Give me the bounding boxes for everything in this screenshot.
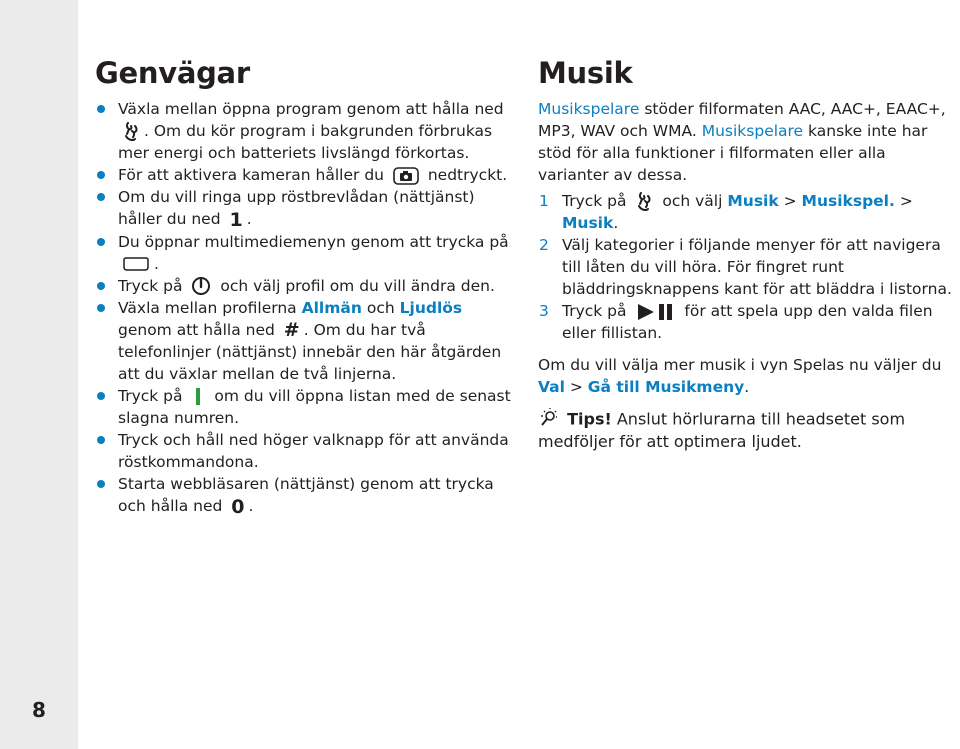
shortcuts-list: [95, 98, 520, 518]
music-section: [538, 56, 958, 451]
key-1-icon: 1: [229, 208, 243, 231]
step-text: för att spela upp den valda filen eller fillistan.: [562, 302, 933, 342]
app-name: Musikspelare: [538, 100, 640, 118]
item-text: Växla mellan profilerna: [118, 298, 297, 317]
menu-option-ga-till-musikmeny: Gå till Musikmeny: [587, 378, 745, 396]
shortcuts-heading: Genvägar: [95, 56, 250, 90]
menu-option-ljudlos: Ljudlös: [399, 298, 463, 317]
list-item: [95, 186, 520, 231]
menu-path-musikspel: Musikspel.: [801, 192, 895, 210]
para-text: .: [744, 378, 750, 396]
app-name: Musikspelare: [701, 122, 804, 140]
item-text: För att aktivera kameran håller du: [118, 166, 384, 184]
more-music-paragraph: [538, 354, 958, 398]
list-item: [95, 275, 520, 297]
menu-path-musik: Musik: [562, 214, 614, 232]
item-text-cont: . Om du har två telefonlinjer (nättjänst) innebär den här åtgärden att du växlar mellan de två linjerna.: [118, 320, 502, 383]
item-text: Växla mellan öppna program genom att hålla ned: [118, 100, 504, 118]
intro-text: kanske inte har stöd för alla funktioner i filformaten eller alla varianter av dessa.: [538, 122, 928, 184]
item-text: Tryck och håll ned höger valknapp för att använda röstkommandona.: [118, 431, 509, 471]
item-text-cont: .: [246, 210, 252, 228]
menu-key-icon: [122, 122, 140, 142]
item-text: Om du vill ringa upp röstbrevlådan (nättjänst) håller du ned: [118, 188, 475, 228]
menu-separator: >: [783, 192, 797, 210]
play-pause-icon: [635, 302, 675, 322]
step-text: Tryck på: [562, 302, 627, 320]
shortcuts-section: [95, 56, 520, 518]
menu-separator: >: [899, 192, 913, 210]
list-item: [95, 385, 520, 429]
step-number: 2: [539, 236, 549, 254]
item-text-cont: nedtryckt.: [427, 166, 508, 184]
lightbulb-icon: [538, 408, 558, 432]
music-intro: [538, 98, 958, 186]
step-text: .: [613, 214, 619, 232]
item-text: Tryck på: [118, 276, 183, 295]
list-item: [95, 98, 520, 164]
menu-option-allman: Allmän: [301, 298, 362, 317]
item-text: och: [366, 298, 395, 317]
step-number: 1: [539, 192, 549, 210]
multimedia-key-icon: [122, 256, 150, 272]
call-key-icon: [191, 387, 205, 407]
item-text: Tryck på: [118, 387, 183, 405]
item-text: Du öppnar multimediemenyn genom att trycka på: [118, 232, 509, 251]
tip-label: Tips!: [567, 409, 612, 429]
item-text-cont: och välj profil om du vill ändra den.: [220, 276, 495, 295]
list-item: [95, 297, 520, 386]
menu-option-val: Val: [538, 378, 565, 396]
step-number: 3: [539, 302, 549, 320]
item-text-cont: .: [154, 254, 159, 273]
camera-key-icon: [393, 167, 419, 185]
list-item: [95, 429, 520, 473]
list-item: [95, 473, 520, 518]
key-0-icon: 0: [231, 495, 245, 518]
power-key-icon: [191, 276, 211, 296]
list-item: [95, 164, 520, 186]
step-text: och välj: [662, 192, 723, 210]
step-item: [538, 190, 958, 234]
step-item: [538, 234, 958, 300]
item-text: Starta webbläsaren (nättjänst) genom att trycka och hålla ned: [118, 475, 494, 515]
menu-separator: >: [569, 378, 583, 396]
menu-key-icon: [635, 192, 653, 212]
music-heading: Musik: [538, 56, 633, 90]
item-text-cont: om du vill öppna listan med de senast slagna numren.: [118, 387, 511, 427]
para-text: Om du vill välja mer musik i vyn Spelas nu väljer du: [538, 356, 942, 374]
steps-list: [538, 190, 958, 344]
item-text-cont: genom att hålla ned: [118, 320, 275, 339]
step-text: Välj kategorier i följande menyer för att navigera till låten du vill höra. För fingret runt bläddringsknappens kant för att bläddra i listorna.: [562, 236, 952, 298]
step-text: Tryck på: [562, 192, 627, 210]
tip-text: Anslut hörlurarna till headsetet som medföljer för att optimera ljudet.: [538, 409, 906, 451]
menu-path-musik: Musik: [727, 192, 779, 210]
page-number: 8: [32, 698, 46, 722]
item-text-cont: .: [248, 497, 254, 515]
list-item: [95, 231, 520, 275]
step-item: [538, 300, 958, 344]
page-margin-sidebar: [0, 0, 78, 749]
tip-box: [538, 408, 958, 451]
intro-text: stöder filformaten AAC, AAC+, EAAC+, MP3, WAV och WMA.: [538, 100, 946, 140]
item-text-cont: . Om du kör program i bakgrunden förbrukas mer energi och batteriets livslängd förkortas.: [118, 122, 493, 162]
hash-key-icon: #: [283, 319, 300, 341]
